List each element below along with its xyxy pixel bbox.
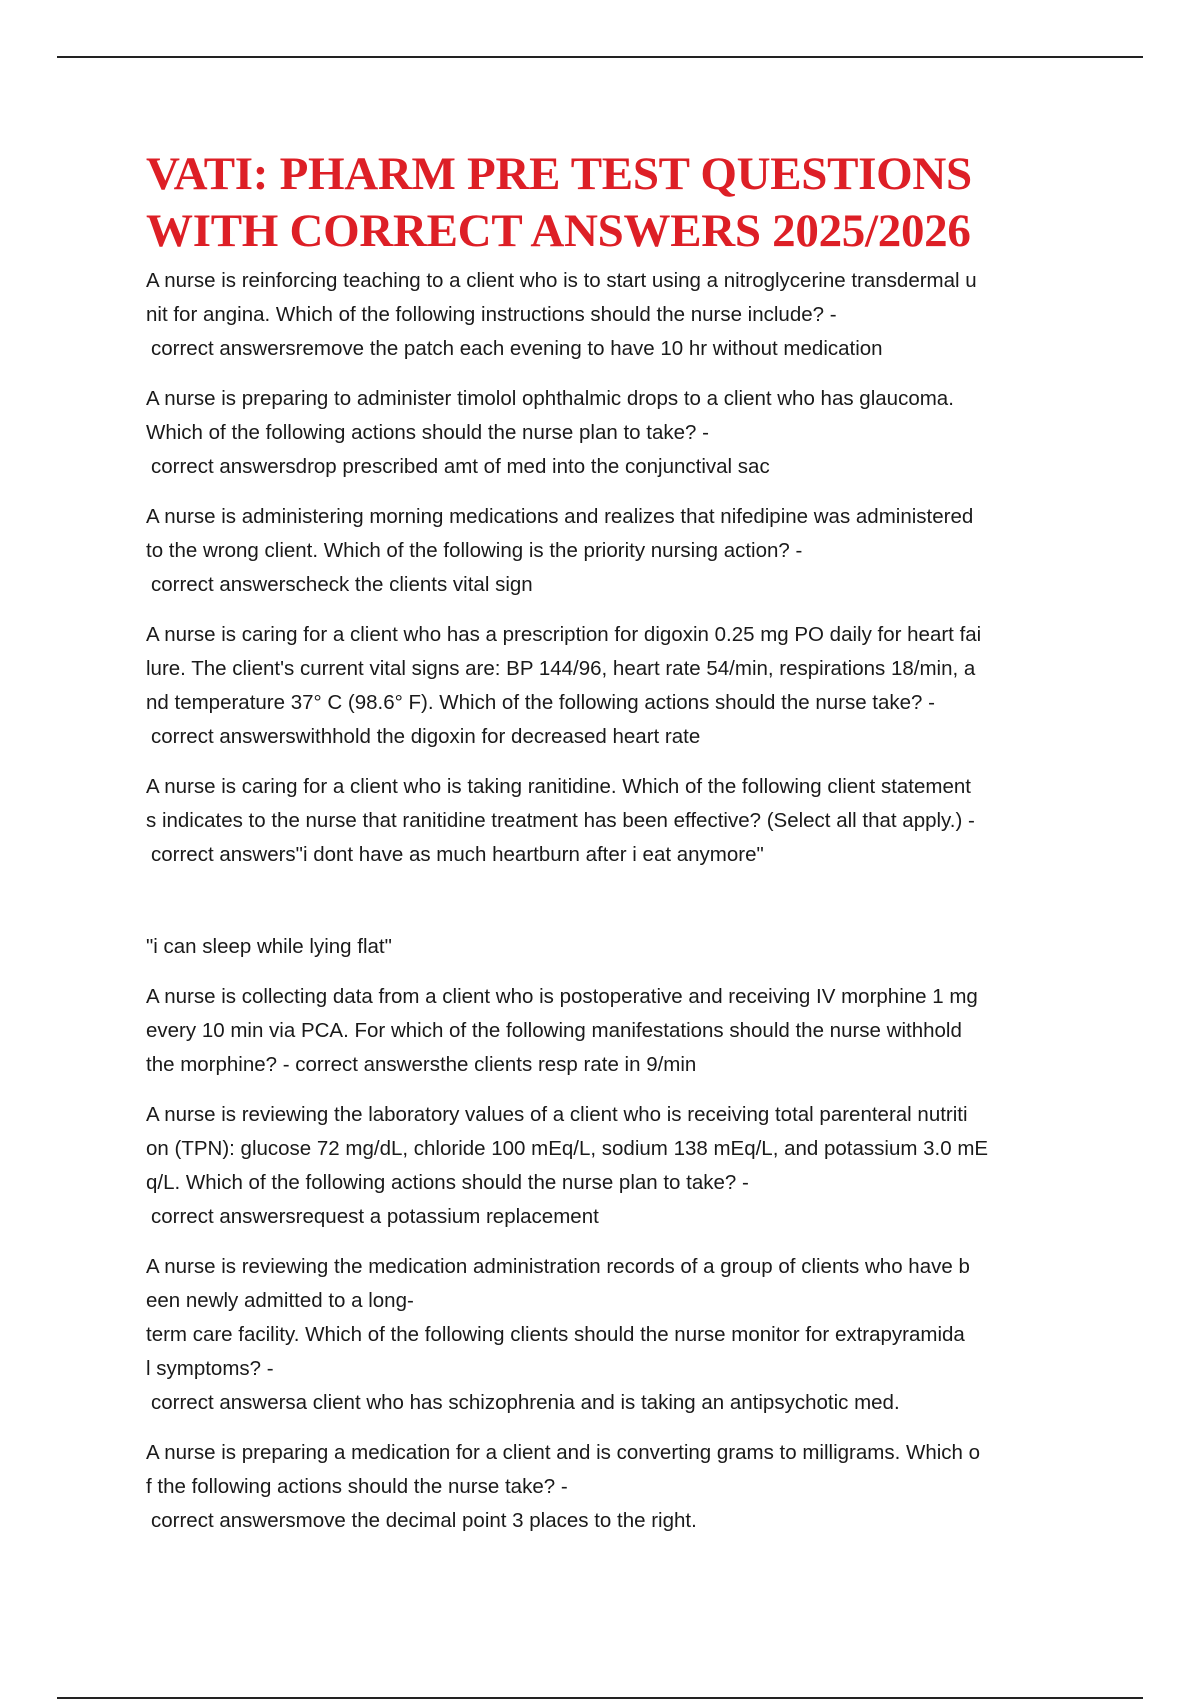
- top-divider: [57, 56, 1143, 58]
- answer-text: correct answersa client who has schizophrenia and is taking an antipsychotic med.: [151, 1391, 900, 1414]
- bottom-divider: [57, 1697, 1143, 1699]
- qa-item-3: [146, 500, 1076, 602]
- title-line-2: WITH CORRECT ANSWERS 2025/2026: [146, 205, 971, 257]
- qa-item-1: [146, 264, 1076, 366]
- document-body: [146, 146, 1076, 1554]
- qa-item-7: [146, 1098, 1076, 1234]
- question-text: A nurse is caring for a client who is taking ranitidine. Which of the following client statement s indicates to the nurse that ranitidine treatment has been effective? (Select all that apply.) -: [146, 775, 975, 832]
- answer-text: correct answersremove the patch each evening to have 10 hr without medication: [151, 337, 883, 360]
- answer-text: correct answersmove the decimal point 3 places to the right.: [151, 1509, 697, 1532]
- qa-item-8: [146, 1250, 1076, 1420]
- qa-item-6: [146, 980, 1076, 1082]
- title-line-1: VATI: PHARM PRE TEST QUESTIONS: [146, 148, 972, 200]
- qa-item-5-continuation: [146, 930, 1076, 964]
- question-text: A nurse is reinforcing teaching to a client who is to start using a nitroglycerine transdermal u nit for angina. Which of the following instructions should the nurse include? -: [146, 269, 977, 326]
- question-text: A nurse is collecting data from a client who is postoperative and receiving IV morphine 1 mg every 10 min via PCA. For which of the following manifestations should the nurse withhold the morphine? - correct answersthe clients resp rate in 9/min: [146, 985, 978, 1076]
- qa-item-5: [146, 770, 1076, 872]
- answer-text: correct answerswithhold the digoxin for decreased heart rate: [151, 725, 701, 748]
- question-text: A nurse is reviewing the laboratory values of a client who is receiving total parenteral nutriti on (TPN): glucose 72 mg/dL, chloride 100 mEq/L, sodium 138 mEq/L, and potassium 3.0 mE q/L. Which of the following actions should the nurse plan to take? -: [146, 1103, 989, 1194]
- answer-text: correct answerscheck the clients vital sign: [151, 573, 533, 596]
- question-text: A nurse is reviewing the medication administration records of a group of clients who have b een newly admitted to a long- term care facility. Which of the following clients should the nurse monitor for extrapyramida l symptoms? -: [146, 1255, 970, 1380]
- qa-item-9: [146, 1436, 1076, 1538]
- qa-item-4: [146, 618, 1076, 754]
- question-text: A nurse is preparing to administer timolol ophthalmic drops to a client who has glaucoma. Which of the following actions should the nurse plan to take? -: [146, 387, 954, 444]
- question-text: A nurse is administering morning medications and realizes that nifedipine was administered to the wrong client. Which of the following is the priority nursing action? -: [146, 505, 974, 562]
- answer-text: correct answersdrop prescribed amt of med into the conjunctival sac: [151, 455, 770, 478]
- question-text: A nurse is preparing a medication for a client and is converting grams to milligrams. Which o f the following actions should the nurse take? -: [146, 1441, 981, 1498]
- answer-continuation-text: "i can sleep while lying flat": [146, 935, 392, 958]
- answer-text: correct answersrequest a potassium replacement: [151, 1205, 599, 1228]
- question-text: A nurse is caring for a client who has a prescription for digoxin 0.25 mg PO daily for heart fai lure. The client's current vital signs are: BP 144/96, heart rate 54/min, respirations 18/min, a nd temperature 37° C (98.6° F). Which of the following actions should the nurse take? -: [146, 623, 982, 714]
- answer-text: correct answers"i dont have as much heartburn after i eat anymore": [151, 843, 764, 866]
- qa-item-2: [146, 382, 1076, 484]
- document-title: [146, 146, 1076, 260]
